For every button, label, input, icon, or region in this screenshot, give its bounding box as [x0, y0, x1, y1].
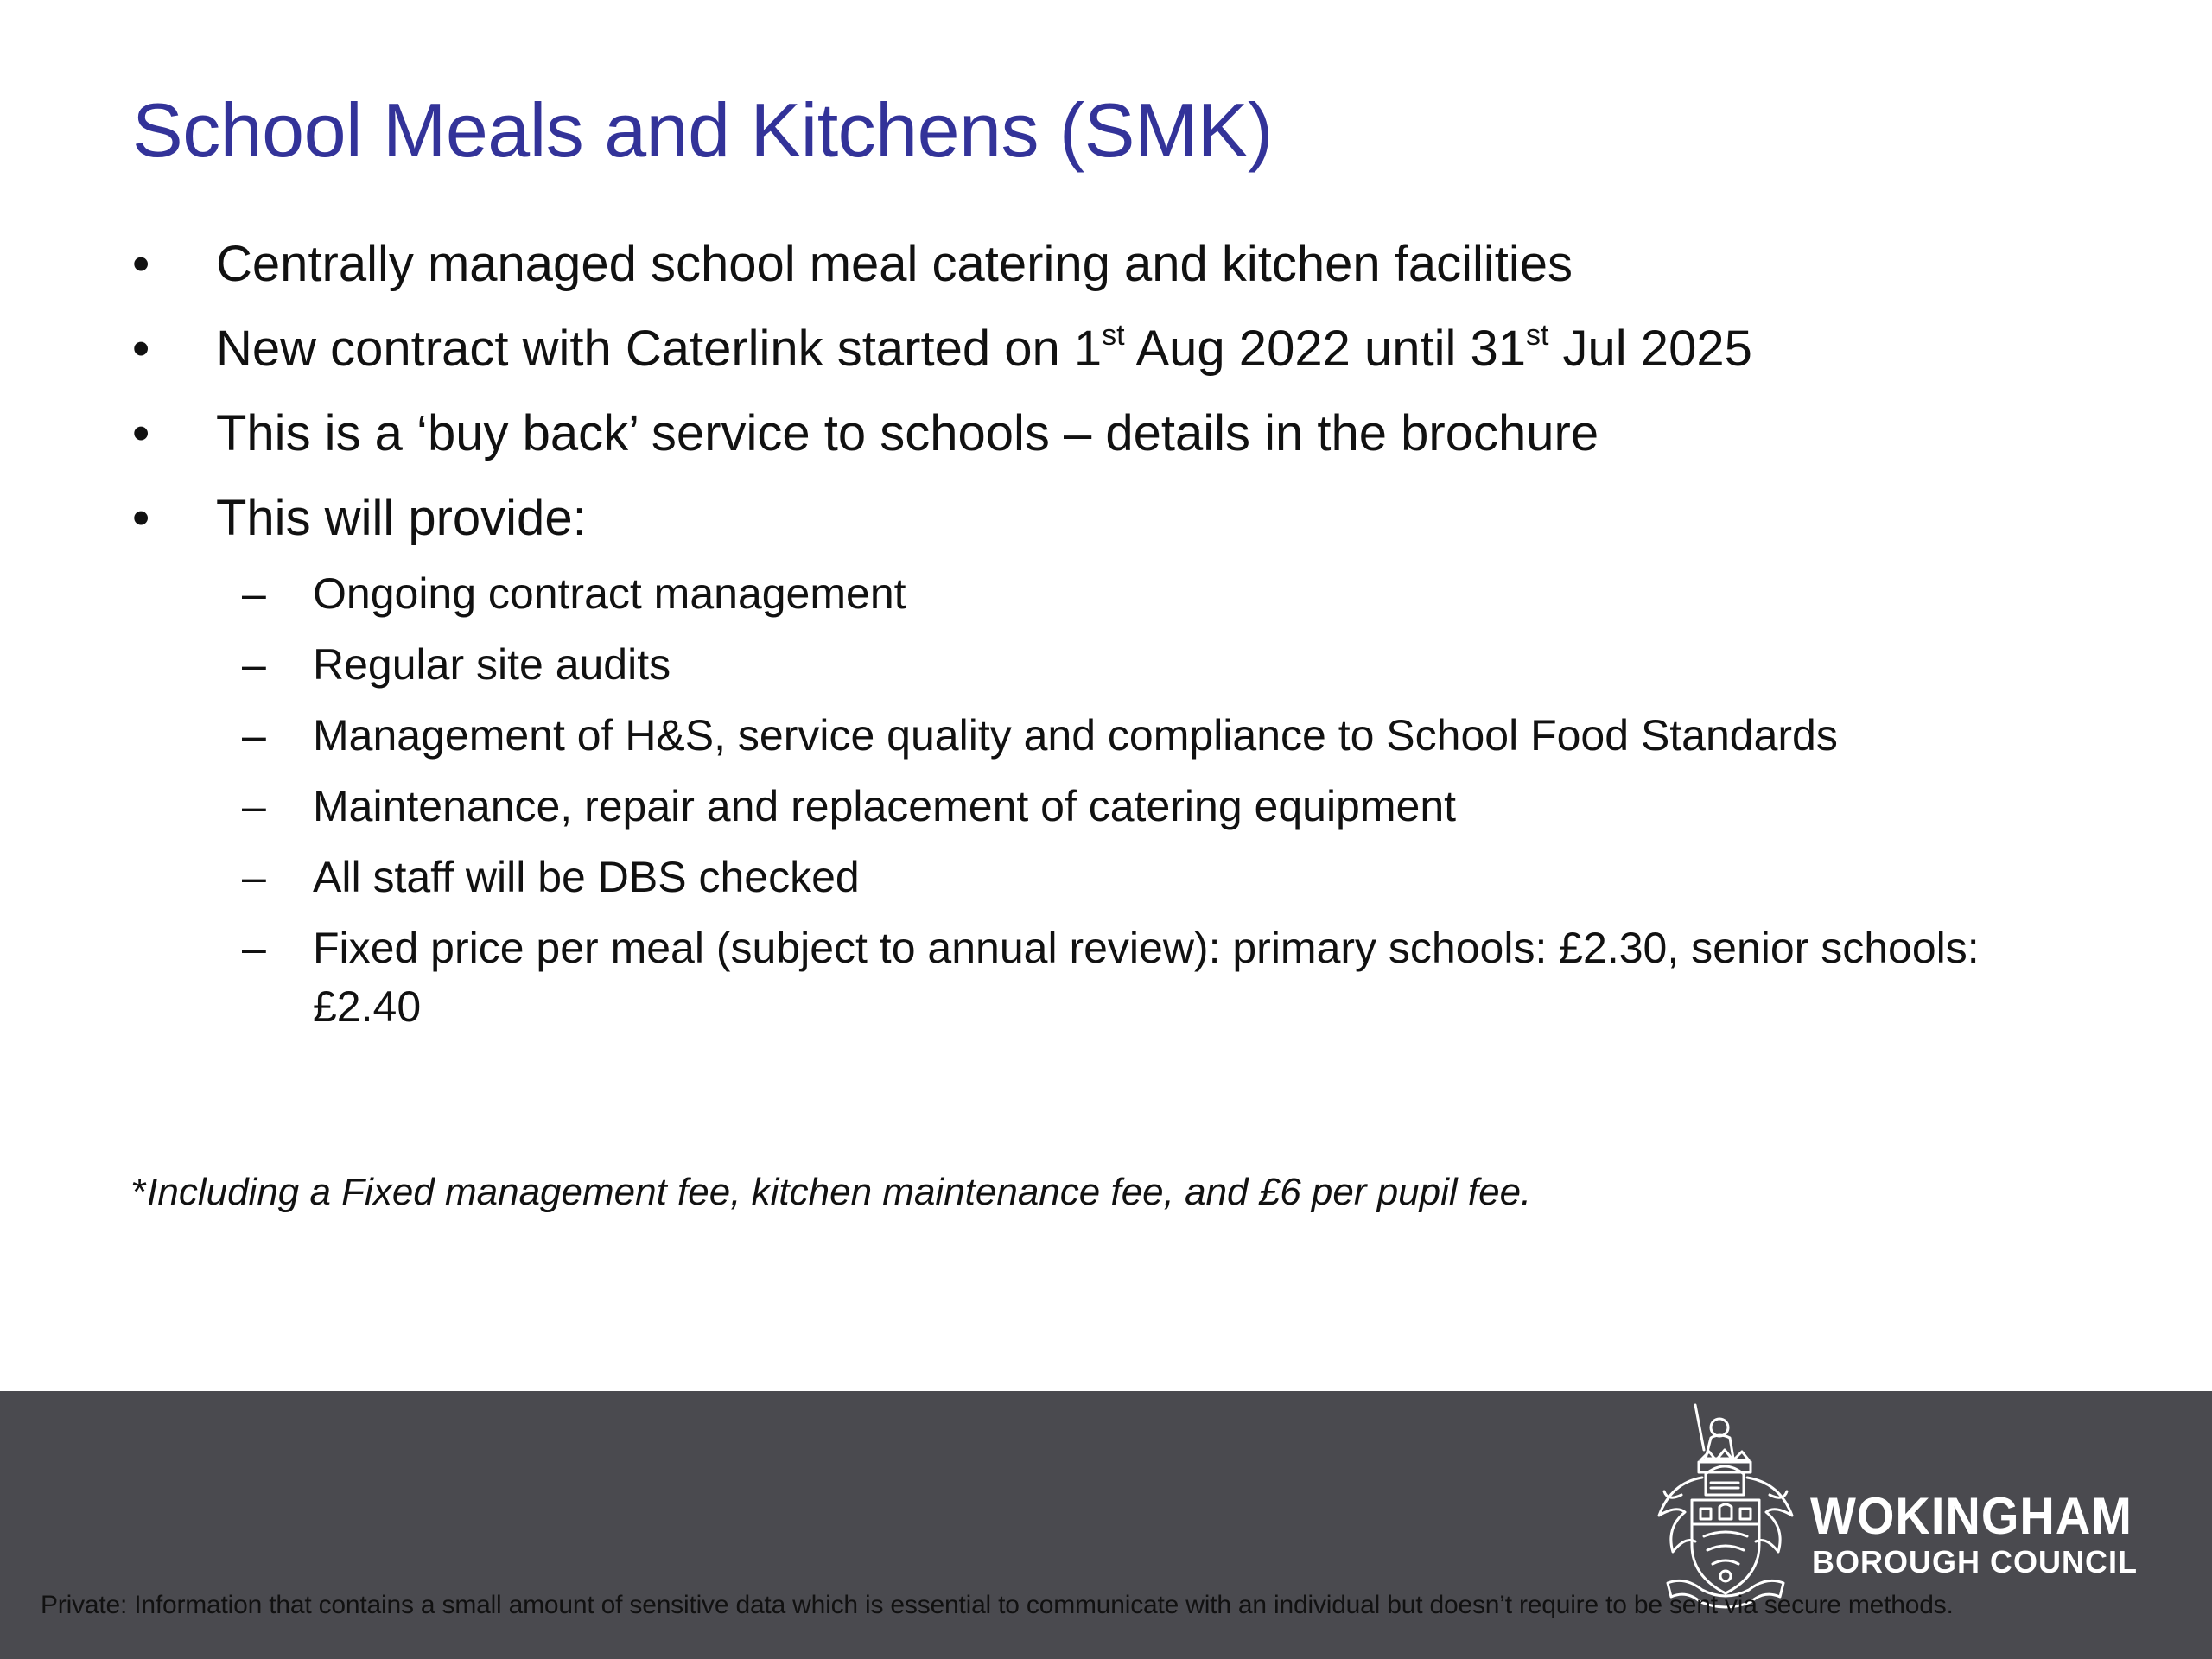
- sub-bullet-text-continued: £2.40: [313, 982, 422, 1031]
- sub-bullet-text: All staff will be DBS checked: [313, 853, 860, 901]
- sub-bullet-text: Management of H&S, service quality and compliance to School Food Standards: [313, 711, 1838, 760]
- footnote: [132, 1166, 1531, 1218]
- sub-bullet-marker: –: [242, 782, 266, 830]
- sub-bullet-marker: –: [242, 640, 266, 689]
- council-logo-subtitle: BOROUGH COUNCIL: [1812, 1544, 2138, 1580]
- classification-notice: Private: Information that contains a small amount of sensitive data which is essential to communicate with an individual but doesn’t require to be sent via secure methods.: [41, 1591, 1954, 1619]
- footnote-text: Including a Fixed management fee, kitchen maintenance fee, and £6 per pupil fee.: [147, 1171, 1532, 1213]
- sub-bullet-text: Regular site audits: [313, 640, 671, 689]
- sub-bullet-marker: –: [242, 711, 266, 760]
- sub-bullet-marker: –: [242, 924, 266, 972]
- bullet-marker: •: [132, 236, 150, 292]
- sub-bullet-text: Ongoing contract management: [313, 569, 906, 618]
- contract-text-end: Jul 2025: [1548, 321, 1752, 377]
- council-logo-wordmark: WOKINGHAM: [1810, 1485, 2133, 1545]
- bullet-text: Centrally managed school meal catering and kitchen facilities: [216, 236, 1573, 292]
- footnote-marker: *: [132, 1171, 148, 1213]
- slide-title: School Meals and Kitchens (SMK): [132, 87, 1273, 173]
- contract-text-start: New contract with Caterlink started on 1: [216, 321, 1103, 377]
- bullet-marker: •: [132, 321, 150, 377]
- contract-text-middle: Aug 2022 until 31: [1124, 321, 1526, 377]
- bullet-marker: •: [132, 405, 150, 461]
- bullet-text-contract: [216, 318, 1752, 380]
- bullet-marker: •: [132, 490, 150, 546]
- bullet-text: This is a ‘buy back’ service to schools – details in the brochure: [216, 405, 1599, 461]
- sub-bullet-marker: –: [242, 569, 266, 618]
- sub-bullet-marker: –: [242, 853, 266, 901]
- sub-bullet-text: Maintenance, repair and replacement of catering equipment: [313, 782, 1457, 830]
- council-crest-icon: [1650, 1398, 1802, 1610]
- bullet-text: This will provide:: [216, 490, 587, 546]
- ordinal-suffix: st: [1102, 318, 1125, 352]
- sub-bullet-text: Fixed price per meal (subject to annual review): primary schools: £2.30, senior schools:: [313, 924, 1980, 972]
- ordinal-suffix: st: [1525, 318, 1549, 352]
